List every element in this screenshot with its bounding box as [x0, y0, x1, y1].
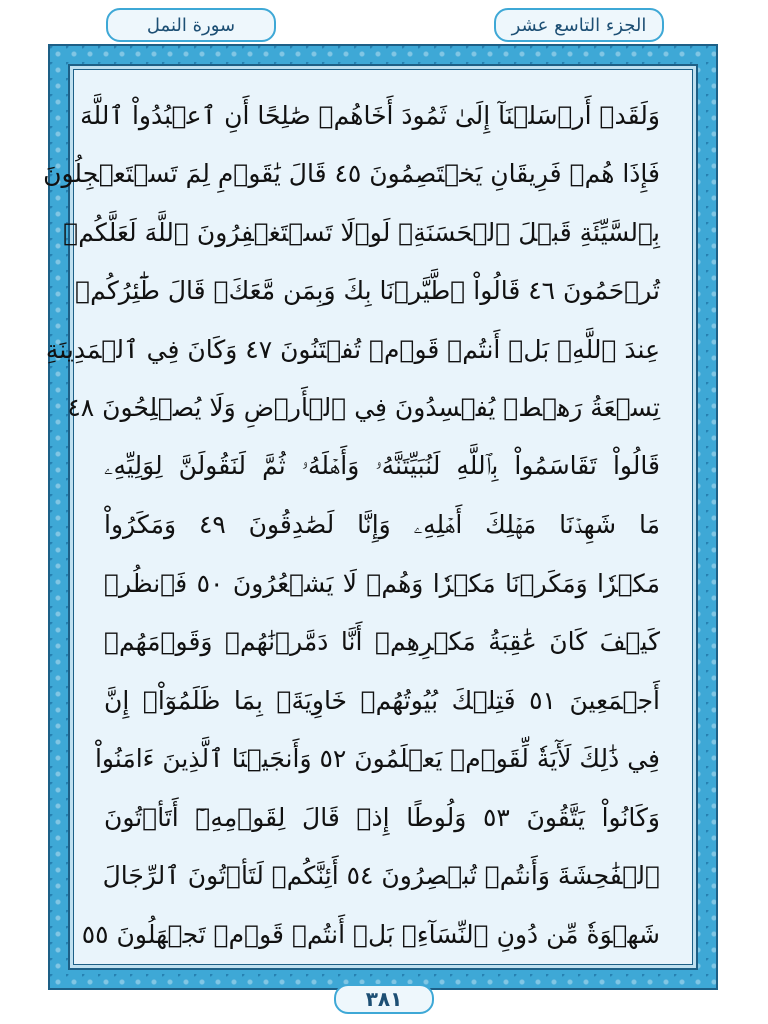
- page-number: ٣٨١: [334, 984, 434, 1014]
- text-line: ٱلۡفَٰحِشَةَ وَأَنتُمۡ تُبۡصِرُونَ ٥٤ أَئِنَّكُمۡ لَتَأۡتُونَ ٱلرِّجَالَ: [102, 861, 660, 891]
- text-line: شَهۡوَةٗ مِّن دُونِ ٱلنِّسَآءِۚ بَلۡ أَنتُمۡ قَوۡمٞ تَجۡهَلُونَ ٥٥: [81, 919, 660, 949]
- text-line: فِي ذَٰلِكَ لَأٓيَةٗ لِّقَوۡمٖ يَعۡلَمُونَ ٥٢ وَأَنجَيۡنَا ٱلَّذِينَ ءَامَنُواْ: [94, 744, 660, 774]
- text-line: قَالُواْ تَقَاسَمُواْ بِٱللَّهِ لَنُبَيِّتَنَّهُۥ وَأَهۡلَهُۥ ثُمَّ لَنَقُولَنَّ لِوَلِيِّهِۦ: [104, 451, 660, 481]
- text-line: عِندَ ٱللَّهِۖ بَلۡ أَنتُمۡ قَوۡمٞ تُفۡتَنُونَ ٤٧ وَكَانَ فِي ٱلۡمَدِينَةِ: [45, 334, 660, 364]
- text-line: وَكَانُواْ يَتَّقُونَ ٥٣ وَلُوطًا إِذۡ قَالَ لِقَوۡمِهِۦٓ أَتَأۡتُونَ: [104, 802, 660, 832]
- text-line: تِسۡعَةُ رَهۡطٖ يُفۡسِدُونَ فِي ٱلۡأَرۡضِ وَلَا يُصۡلِحُونَ ٤٨: [67, 393, 660, 423]
- text-line: مَكۡرٗا وَمَكَرۡنَا مَكۡرٗا وَهُمۡ لَا يَشۡعُرُونَ ٥٠ فَٱنظُرۡ: [104, 568, 660, 598]
- text-line: وَلَقَدۡ أَرۡسَلۡنَآ إِلَىٰ ثَمُودَ أَخَاهُمۡ صَٰلِحًا أَنِ ٱعۡبُدُواْ ٱللَّهَ: [80, 100, 660, 130]
- text-line: فَإِذَا هُمۡ فَرِيقَانِ يَخۡتَصِمُونَ ٤٥ قَالَ يَٰقَوۡمِ لِمَ تَسۡتَعۡجِلُونَ: [43, 159, 660, 189]
- juz-label: الجزء التاسع عشر: [494, 8, 664, 42]
- text-line: مَا شَهِدۡنَا مَهۡلِكَ أَهۡلِهِۦ وَإِنَّا لَصَٰدِقُونَ ٤٩ وَمَكَرُواْ: [104, 509, 660, 539]
- text-line: بِٱلسَّيِّئَةِ قَبۡلَ ٱلۡحَسَنَةِۖ لَوۡلَا تَسۡتَغۡفِرُونَ ٱللَّهَ لَعَلَّكُمۡ: [63, 217, 660, 247]
- surah-label: سورة النمل: [106, 8, 276, 42]
- text-line: تُرۡحَمُونَ ٤٦ قَالُواْ ٱطَّيَّرۡنَا بِكَ وَبِمَن مَّعَكَۚ قَالَ طَٰٓئِرُكُمۡ: [75, 276, 660, 306]
- text-line: كَيۡفَ كَانَ عَٰقِبَةُ مَكۡرِهِمۡ أَنَّا دَمَّرۡنَٰهُمۡ وَقَوۡمَهُمۡ: [104, 627, 660, 657]
- quran-text: [43, 86, 660, 964]
- text-line: أَجۡمَعِينَ ٥١ فَتِلۡكَ بُيُوتُهُمۡ خَاوِيَةَۢ بِمَا ظَلَمُوٓاْۚ إِنَّ: [104, 685, 660, 715]
